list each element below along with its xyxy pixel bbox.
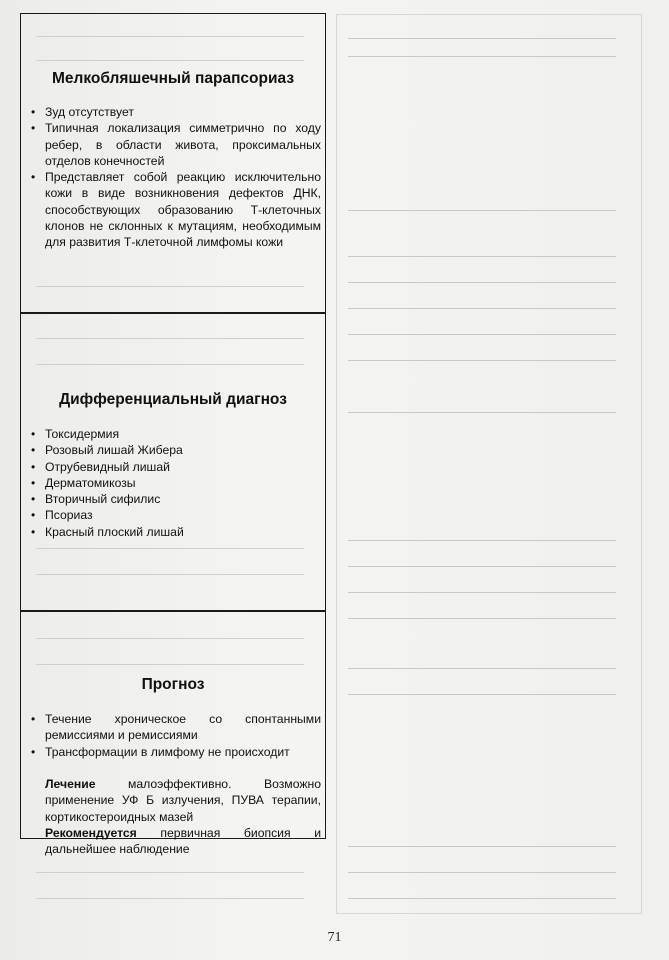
ruled-line [348, 872, 616, 873]
ruled-line [36, 286, 304, 287]
list-item: • Розовый лишай Жибера [29, 442, 321, 458]
parapsoriasis-list [29, 104, 321, 251]
differential-list [29, 426, 321, 540]
ruled-line [348, 360, 616, 361]
ruled-line [36, 574, 304, 575]
ruled-line [36, 898, 304, 899]
list-item: • Трансформации в лимфому не происходит [29, 744, 321, 760]
list-item: • Течение хроническое со спонтанными ремиссиями и ремиссиями [29, 711, 321, 744]
ruled-line [348, 56, 616, 57]
ruled-line [348, 618, 616, 619]
ruled-line [348, 282, 616, 283]
right-column-frame [336, 14, 642, 914]
ruled-line [36, 664, 304, 665]
ruled-line [348, 898, 616, 899]
recommendation-label: Рекомендуется [45, 826, 137, 840]
ruled-line [36, 548, 304, 549]
treatment-paragraph [45, 776, 321, 825]
list-item: • Типичная локализация симметрично по ходу ребер, в области живота, проксимальных отделов конечностей [29, 120, 321, 169]
list-item: • Псориаз [29, 507, 321, 523]
treatment-text: малоэффективно. Возможно применение УФ Б излучения, ПУВА терапии, кортикостероидных мазей [45, 777, 321, 824]
list-item: • Токсидермия [29, 426, 321, 442]
ruled-line [36, 338, 304, 339]
ruled-line [348, 592, 616, 593]
ruled-line [348, 566, 616, 567]
list-item: • Зуд отсутствует [29, 104, 321, 120]
treatment-label: Лечение [45, 777, 96, 791]
prognosis-list [29, 711, 321, 760]
list-item: • Красный плоский лишай [29, 524, 321, 540]
list-item: • Отрубевидный лишай [29, 459, 321, 475]
ruled-line [36, 638, 304, 639]
page-number: 71 [327, 930, 342, 945]
ruled-line [348, 334, 616, 335]
section-divider [20, 610, 326, 612]
recommendation-text: первичная биопсия и дальнейшее наблюдение [45, 826, 321, 857]
ruled-line [348, 308, 616, 309]
section-divider [20, 312, 326, 314]
recommendation-paragraph [45, 825, 321, 858]
ruled-line [36, 872, 304, 873]
section-title-differential: Дифференциальный диагноз [59, 391, 287, 408]
list-item: • Дерматомикозы [29, 475, 321, 491]
ruled-line [348, 412, 616, 413]
ruled-line [348, 38, 616, 39]
list-item: • Вторичный сифилис [29, 491, 321, 507]
ruled-line [348, 846, 616, 847]
ruled-line [348, 256, 616, 257]
ruled-line [348, 540, 616, 541]
ruled-line [36, 364, 304, 365]
section-title-parapsoriasis: Мелкобляшечный парапсориаз [51, 70, 295, 87]
ruled-line [348, 694, 616, 695]
list-item: • Представляет собой реакцию исключительно кожи в виде возникновения дефектов ДНК, способствующих образованию Т-клеточных клонов не склонных к мутациям, необходимым для развития Т-клеточной лимфомы кожи [29, 169, 321, 250]
section-title-prognosis: Прогноз [141, 676, 205, 693]
ruled-line [36, 60, 304, 61]
ruled-line [348, 668, 616, 669]
ruled-line [348, 210, 616, 211]
ruled-line [36, 36, 304, 37]
